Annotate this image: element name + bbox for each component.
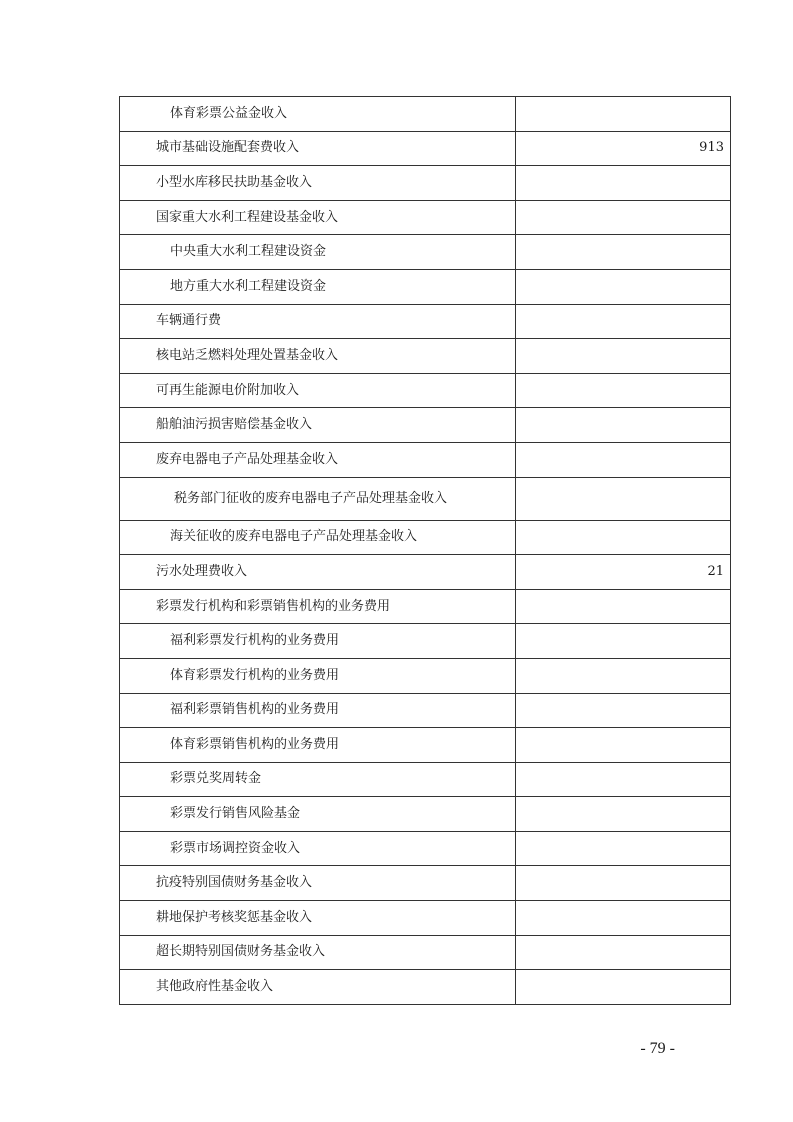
table-row <box>120 555 731 590</box>
table-row <box>120 477 731 520</box>
row-value <box>516 442 731 477</box>
row-label-cell <box>120 693 516 728</box>
row-label-cell <box>120 797 516 832</box>
row-label-cell <box>120 866 516 901</box>
table-row <box>120 728 731 763</box>
row-label-cell <box>120 624 516 659</box>
row-label-cell <box>120 589 516 624</box>
row-label-cell <box>120 762 516 797</box>
table-row <box>120 589 731 624</box>
row-label: 彩票发行机构和彩票销售机构的业务费用 <box>156 598 391 614</box>
row-label-cell <box>120 831 516 866</box>
row-label: 彩票发行销售风险基金 <box>170 806 301 822</box>
row-value <box>516 166 731 201</box>
row-label-cell <box>120 520 516 555</box>
row-label-cell <box>120 408 516 443</box>
table-body <box>120 97 731 1005</box>
row-label: 废弃电器电子产品处理基金收入 <box>156 451 339 467</box>
page-number: - 79 - <box>640 1040 675 1057</box>
table-row <box>120 131 731 166</box>
row-value <box>516 866 731 901</box>
row-label: 核电站乏燃料处理处置基金收入 <box>156 347 339 363</box>
row-label-cell <box>120 442 516 477</box>
row-label-cell <box>120 555 516 590</box>
row-value <box>516 970 731 1005</box>
table-row <box>120 373 731 408</box>
row-value <box>516 728 731 763</box>
row-label-cell <box>120 339 516 374</box>
row-value <box>516 339 731 374</box>
row-value <box>516 831 731 866</box>
row-label: 彩票兑奖周转金 <box>170 771 262 787</box>
row-label-cell <box>120 131 516 166</box>
row-value: 913 <box>516 131 731 166</box>
row-label: 福利彩票发行机构的业务费用 <box>170 633 340 649</box>
row-label-cell <box>120 235 516 270</box>
row-label: 税务部门征收的废弃电器电子产品处理基金收入 <box>174 490 448 506</box>
table-row <box>120 442 731 477</box>
row-value <box>516 693 731 728</box>
row-label: 体育彩票公益金收入 <box>170 105 288 121</box>
row-value <box>516 762 731 797</box>
row-value <box>516 624 731 659</box>
row-label-cell <box>120 269 516 304</box>
row-value <box>516 269 731 304</box>
table-row <box>120 866 731 901</box>
row-label-cell <box>120 200 516 235</box>
table-row <box>120 408 731 443</box>
table-row <box>120 166 731 201</box>
row-label-cell <box>120 728 516 763</box>
row-label-cell <box>120 304 516 339</box>
table-row <box>120 235 731 270</box>
row-value <box>516 797 731 832</box>
table-row <box>120 97 731 132</box>
row-value <box>516 589 731 624</box>
row-label-cell <box>120 658 516 693</box>
row-label: 体育彩票销售机构的业务费用 <box>170 736 340 752</box>
table-row <box>120 797 731 832</box>
row-value <box>516 373 731 408</box>
table-row <box>120 269 731 304</box>
row-value <box>516 97 731 132</box>
row-value <box>516 477 731 520</box>
row-label-cell <box>120 901 516 936</box>
row-label: 小型水库移民扶助基金收入 <box>156 174 313 190</box>
row-value <box>516 658 731 693</box>
row-label: 海关征收的废弃电器电子产品处理基金收入 <box>170 529 418 545</box>
row-value <box>516 901 731 936</box>
table-row <box>120 935 731 970</box>
row-label: 城市基础设施配套费收入 <box>156 140 300 156</box>
row-label-cell <box>120 477 516 520</box>
table-row <box>120 693 731 728</box>
table-row <box>120 831 731 866</box>
table-row <box>120 901 731 936</box>
row-label-cell <box>120 373 516 408</box>
row-value <box>516 235 731 270</box>
row-label: 彩票市场调控资金收入 <box>170 840 301 856</box>
row-value <box>516 935 731 970</box>
row-label-cell <box>120 97 516 132</box>
row-label: 污水处理费收入 <box>156 563 248 579</box>
row-label-cell <box>120 935 516 970</box>
row-label: 福利彩票销售机构的业务费用 <box>170 702 340 718</box>
row-label-cell <box>120 970 516 1005</box>
row-label: 体育彩票发行机构的业务费用 <box>170 667 340 683</box>
row-value <box>516 520 731 555</box>
row-value <box>516 304 731 339</box>
table-row <box>120 762 731 797</box>
row-label: 抗疫特别国债财务基金收入 <box>156 875 313 891</box>
row-label: 其他政府性基金收入 <box>156 979 274 995</box>
row-label: 地方重大水利工程建设资金 <box>170 278 327 294</box>
row-label: 中央重大水利工程建设资金 <box>170 244 327 260</box>
row-label: 可再生能源电价附加收入 <box>156 382 300 398</box>
table-row <box>120 624 731 659</box>
table-row <box>120 200 731 235</box>
fund-revenue-table <box>119 96 731 1005</box>
row-value: 21 <box>516 555 731 590</box>
row-label: 国家重大水利工程建设基金收入 <box>156 209 339 225</box>
row-label-cell <box>120 166 516 201</box>
row-value <box>516 200 731 235</box>
table-row <box>120 304 731 339</box>
row-value <box>516 408 731 443</box>
row-label: 船舶油污损害赔偿基金收入 <box>156 417 313 433</box>
table-row <box>120 658 731 693</box>
table-row <box>120 520 731 555</box>
row-label: 耕地保护考核奖惩基金收入 <box>156 909 313 925</box>
row-label: 车辆通行费 <box>156 313 222 329</box>
row-label: 超长期特别国债财务基金收入 <box>156 944 326 960</box>
table-row <box>120 339 731 374</box>
table-row <box>120 970 731 1005</box>
